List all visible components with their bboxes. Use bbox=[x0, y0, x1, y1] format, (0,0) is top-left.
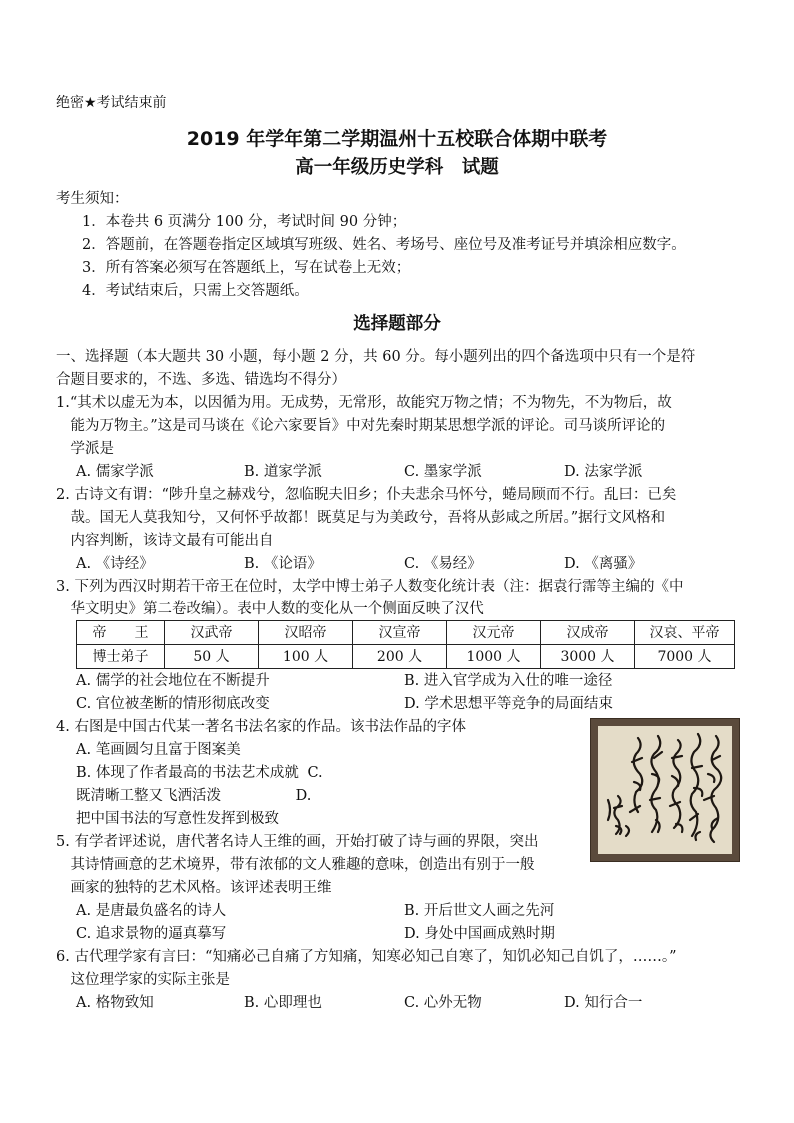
question-1-options bbox=[76, 461, 746, 484]
question-1-line: 学派是 bbox=[56, 441, 114, 457]
question-2-options bbox=[76, 553, 746, 576]
table-row bbox=[77, 621, 735, 645]
students-table bbox=[76, 620, 735, 669]
option-d: D. 身处中国画成熟时期 bbox=[404, 926, 555, 942]
question-5-options bbox=[76, 900, 746, 923]
option-d-label: D. bbox=[295, 788, 312, 804]
question-3-options bbox=[76, 693, 746, 716]
table-row bbox=[77, 645, 735, 669]
table-cell: 7000 人 bbox=[635, 645, 735, 669]
question-3-line: 华文明史》第二卷改编）。表中人数的变化从一个侧面反映了汉代 bbox=[56, 601, 484, 617]
option-b: B. 《论语》 bbox=[244, 556, 322, 572]
option-b: B. 心即理也 bbox=[244, 995, 322, 1011]
notice-item: 3．所有答案必须写在答题纸上，写在试卷上无效； bbox=[82, 260, 411, 276]
secret-label: 绝密★考试结束前 bbox=[56, 95, 167, 111]
option-c-label: C. bbox=[307, 765, 323, 781]
part-intro-line: 一、选择题（本大题共 30 小题，每小题 2 分，共 60 分。每小题列出的四个备选项中只有一个是符 bbox=[56, 349, 696, 365]
question-5-options bbox=[76, 923, 746, 946]
option-b: B. 进入官学成为入仕的唯一途径 bbox=[404, 673, 613, 689]
table-cell: 200 人 bbox=[353, 645, 447, 669]
option-c: C. 官位被垄断的情形彻底改变 bbox=[76, 696, 270, 712]
table-cell: 汉哀、平帝 bbox=[635, 621, 735, 645]
table-cell: 帝 王 bbox=[77, 621, 165, 645]
question-5-line: 5. 有学者评述说，唐代著名诗人王维的画，开始打破了诗与画的界限，突出 bbox=[56, 834, 539, 850]
question-1-line: 1.“其术以虚无为本，以因循为用。无成势，无常形，故能究万物之情；不为物先，不为物后，故 bbox=[56, 395, 672, 411]
question-4-line: 4. 右图是中国古代某一著名书法名家的作品。该书法作品的字体 bbox=[56, 719, 466, 735]
exam-title: 2019 年学年第二学期温州十五校联合体期中联考 bbox=[186, 128, 608, 150]
option-c-text: 既清晰工整又飞洒活泼 bbox=[76, 788, 221, 804]
option-d: D. 学术思想平等竞争的局面结束 bbox=[404, 696, 613, 712]
option-b: B. 体现了作者最高的书法艺术成就 bbox=[76, 765, 299, 781]
option-d-text: 把中国书法的写意性发挥到极致 bbox=[76, 811, 279, 827]
table-cell: 3000 人 bbox=[541, 645, 635, 669]
option-b: B. 开后世文人画之先河 bbox=[404, 903, 555, 919]
section-title: 选择题部分 bbox=[353, 314, 441, 334]
option-a: A. 儒学的社会地位在不断提升 bbox=[76, 673, 270, 689]
option-d: D. 《离骚》 bbox=[564, 556, 643, 572]
exam-subtitle: 高一年级历史学科 试题 bbox=[295, 157, 499, 178]
option-a: A. 笔画圆匀且富于图案美 bbox=[76, 742, 241, 758]
option-b: B. 道家学派 bbox=[244, 464, 322, 480]
option-a: A. 是唐最负盛名的诗人 bbox=[76, 903, 227, 919]
option-c: C. 《易经》 bbox=[404, 556, 482, 572]
option-d: D. 知行合一 bbox=[564, 995, 643, 1011]
table-cell: 汉昭帝 bbox=[259, 621, 353, 645]
question-3-line: 3. 下列为西汉时期若干帝王在位时，太学中博士弟子人数变化统计表（注：据袁行霈等主编的《中 bbox=[56, 579, 684, 595]
notice-item: 2．答题前，在答题卷指定区域填写班级、姓名、考场号、座位号及准考证号并填涂相应数字。 bbox=[82, 237, 686, 253]
option-d: D. 法家学派 bbox=[564, 464, 643, 480]
question-3-options bbox=[76, 670, 746, 693]
table-cell: 汉元帝 bbox=[447, 621, 541, 645]
table-cell: 汉武帝 bbox=[165, 621, 259, 645]
option-a: A. 《诗经》 bbox=[76, 556, 154, 572]
option-a: A. 儒家学派 bbox=[76, 464, 154, 480]
question-5-line: 画家的独特的艺术风格。该评述表明王维 bbox=[56, 880, 332, 896]
option-a: A. 格物致知 bbox=[76, 995, 154, 1011]
option-b-row bbox=[76, 762, 323, 785]
notice-heading: 考生须知： bbox=[56, 191, 129, 207]
question-6-options bbox=[76, 992, 746, 1015]
part-intro-line: 合题目要求的，不选、多选、错选均不得分） bbox=[56, 372, 346, 388]
table-cell: 博士弟子 bbox=[77, 645, 165, 669]
table-cell: 汉宣帝 bbox=[353, 621, 447, 645]
question-6-line: 6. 古代理学家有言曰：“知痛必己自痛了方知痛，知寒必知己自寒了，知饥必知己自饥了，……。” bbox=[56, 949, 677, 965]
question-5-line: 其诗情画意的艺术境界，带有浓郁的文人雅趣的意味，创造出有别于一般 bbox=[56, 857, 535, 873]
table-cell: 1000 人 bbox=[447, 645, 541, 669]
option-c: C. 心外无物 bbox=[404, 995, 482, 1011]
option-c: C. 追求景物的逼真摹写 bbox=[76, 926, 227, 942]
question-1-line: 能为万物主。”这是司马谈在《论六家要旨》中对先秦时期某思想学派的评论。司马谈所评论的 bbox=[56, 418, 666, 434]
table-cell: 100 人 bbox=[259, 645, 353, 669]
table-cell: 汉成帝 bbox=[541, 621, 635, 645]
option-c: C. 墨家学派 bbox=[404, 464, 482, 480]
question-2-line: 内容判断，该诗文最有可能出自 bbox=[56, 533, 274, 549]
option-c-row bbox=[76, 785, 311, 808]
notice-item: 1．本卷共 6 页满分 100 分，考试时间 90 分钟； bbox=[82, 214, 407, 230]
question-6-line: 这位理学家的实际主张是 bbox=[56, 972, 230, 988]
table-cell: 50 人 bbox=[165, 645, 259, 669]
question-2-line: 哉。国无人莫我知兮，又何怀乎故都！既莫足与为美政兮，吾将从彭咸之所居。”据行文风格和 bbox=[56, 510, 666, 526]
notice-item: 4．考试结束后，只需上交答题纸。 bbox=[82, 283, 309, 299]
question-2-line: 2. 古诗文有谓：“陟升皇之赫戏兮，忽临睨夫旧乡；仆夫悲余马怀兮，蜷局顾而不行。乱曰：已矣 bbox=[56, 487, 677, 503]
